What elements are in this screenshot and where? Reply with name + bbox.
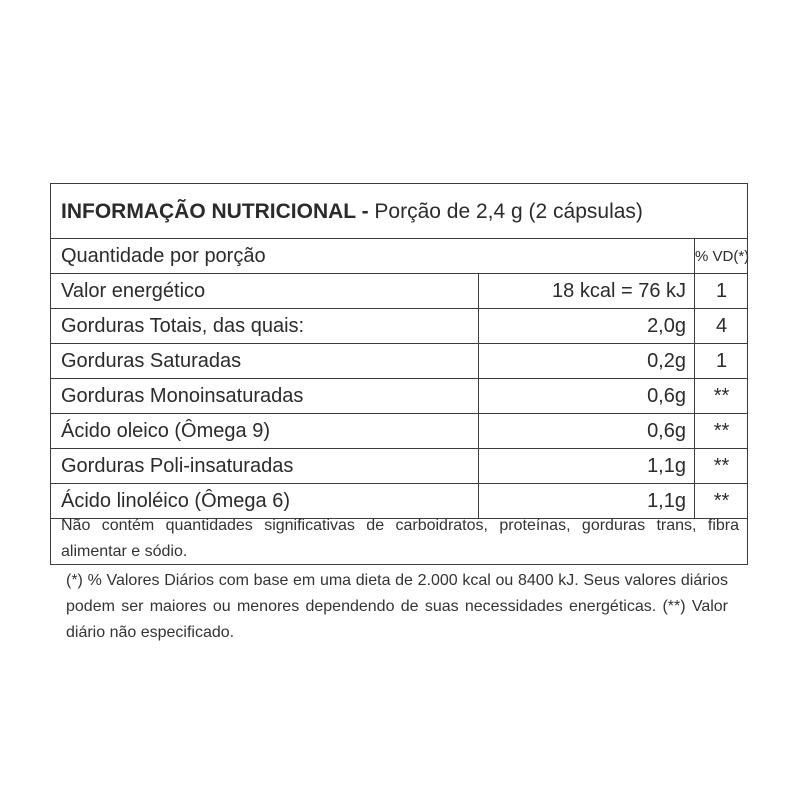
nutrient-amount: 0,6g (478, 414, 694, 448)
table-row (51, 449, 747, 484)
nutrient-vd: 1 (694, 344, 748, 378)
nutrient-vd: ** (694, 379, 748, 413)
header-vd: % VD(*) (694, 239, 748, 273)
nutrient-amount: 1,1g (478, 484, 694, 518)
daily-value-footnote: (*) % Valores Diários com base em uma dieta de 2.000 kcal ou 8400 kJ. Seus valores diários podem ser maiores ou menores dependendo de suas necessidades energéticas. (**) Valor diário não especificado. (66, 572, 728, 641)
nutrient-amount: 1,1g (478, 449, 694, 483)
nutrient-label: Ácido oleico (Ômega 9) (61, 420, 270, 442)
header-label: Quantidade por porção (61, 245, 266, 267)
nutrient-amount: 0,6g (478, 379, 694, 413)
table-header-row (51, 239, 750, 274)
nutrient-vd: ** (694, 484, 748, 518)
nutrient-vd: 4 (694, 309, 748, 343)
nutrient-label: Gorduras Poli-insaturadas (61, 455, 294, 477)
nutrient-amount: 0,2g (478, 344, 694, 378)
nutrient-amount: 18 kcal = 76 kJ (478, 274, 694, 308)
table-row (51, 274, 747, 309)
nutrient-grid (51, 239, 750, 519)
nutrient-label: Gorduras Monoinsaturadas (61, 385, 304, 407)
nutrient-amount: 2,0g (478, 309, 694, 343)
table-title-portion: Porção de 2,4 g (2 cápsulas) (368, 200, 643, 223)
table-note: Não contém quantidades significativas de carboidratos, proteínas, gorduras trans, fibra alimentar e sódio. (61, 517, 739, 560)
table-title-bold: INFORMAÇÃO NUTRICIONAL - (61, 200, 369, 223)
table-row (51, 379, 747, 414)
nutrient-label: Ácido linoléico (Ômega 6) (61, 490, 290, 512)
header-amount (478, 239, 694, 273)
table-row (51, 414, 747, 449)
table-title (51, 184, 747, 239)
nutrient-vd: ** (694, 449, 748, 483)
nutrient-label: Gorduras Saturadas (61, 350, 242, 372)
nutrient-label: Valor energético (61, 280, 206, 302)
table-row (51, 344, 747, 379)
nutrient-label: Gorduras Totais, das quais: (61, 315, 305, 337)
nutrient-vd: ** (694, 414, 748, 448)
nutrition-facts-table (50, 183, 748, 565)
nutrient-vd: 1 (694, 274, 748, 308)
table-row (51, 309, 747, 344)
